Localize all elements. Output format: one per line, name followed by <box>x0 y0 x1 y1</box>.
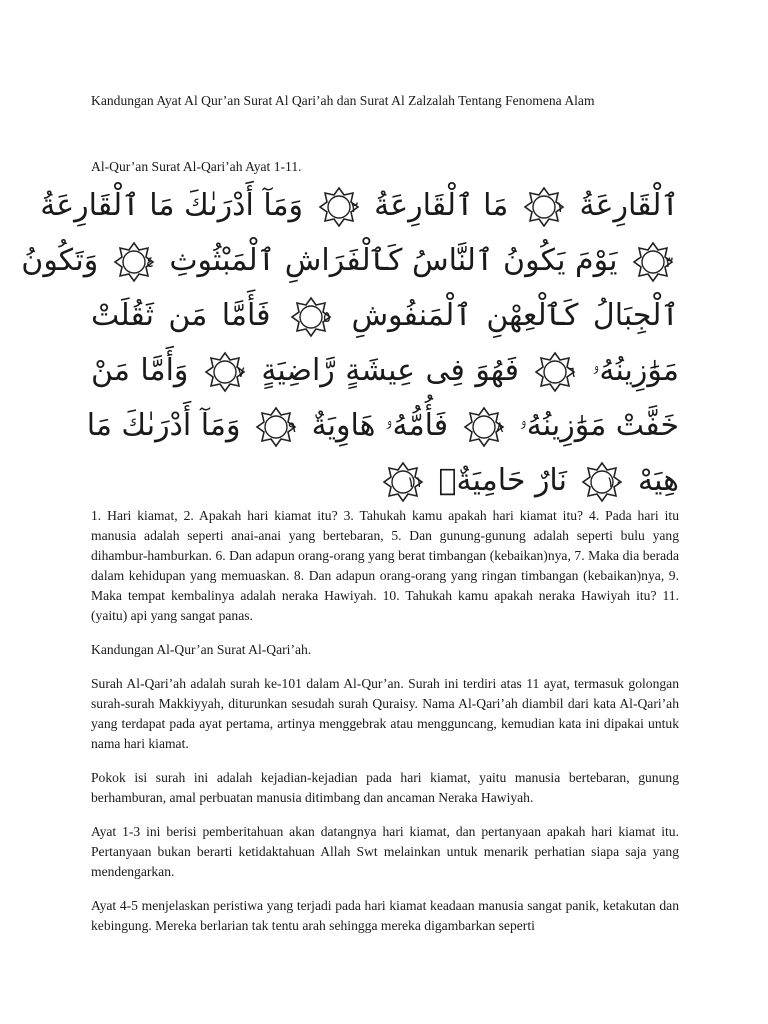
arabic-text: وَأَمَّا مَنْ <box>91 353 189 388</box>
ayah-end-marker <box>582 462 622 502</box>
arabic-line <box>91 343 679 398</box>
arabic-text: فَأُمُّهُۥ هَاوِيَةٌ <box>311 408 449 443</box>
ayah-end-marker <box>535 352 575 392</box>
ayah-number: ٥ <box>322 307 331 326</box>
ayah-end-marker <box>114 242 154 282</box>
ayah-end-marker <box>205 352 245 392</box>
arabic-line <box>371 453 679 508</box>
document-title: Kandungan Ayat Al Qur’an Surat Al Qari’ah dan Surat Al Zalzalah Tentang Fenomena Alam <box>91 93 595 108</box>
arabic-text: وَمَآ أَدْرَىٰكَ مَا <box>86 408 241 443</box>
ayah-number: ٢ <box>350 197 359 216</box>
ayah-end-marker <box>633 242 673 282</box>
arabic-text: مَوَٰزِينُهُۥ <box>591 353 679 388</box>
ayah-end-marker <box>256 407 296 447</box>
body-paragraph: Surah Al-Qari’ah adalah surah ke-101 dalam Al-Qur’an. Surah ini terdiri atas 11 ayat, termasuk golongan surah-surah Makkiyyah, diturunkan sesudah surah Quraisy. Nama Al-Qari’ah diambil dari kata Al-Qari’ah yang terdapat pada ayat pertama, artinya menggebrak atau mengguncang, kemudian kata ini dipakai untuk nama hari kiamat. <box>91 676 679 751</box>
ayah-number: ٦ <box>567 362 576 381</box>
body-paragraph: Ayat 4-5 menjelaskan peristiwa yang terjadi pada hari kiamat keadaan manusia sangat panik, ketakutan dan kebingung. Mereka berlarian tak tentu arah sehingga mereka digambarkan seperti <box>91 898 679 933</box>
ayah-end-marker <box>291 297 331 337</box>
section-heading: Kandungan Al-Qur’an Surat Al-Qari’ah. <box>91 642 312 657</box>
arabic-text: فَأَمَّا مَن ثَقُلَتْ <box>91 298 271 333</box>
section-subtitle: Al-Qur’an Surat Al-Qari’ah Ayat 1-11. <box>91 159 302 174</box>
arabic-text: ٱلْجِبَالُ كَٱلْعِهْنِ ٱلْمَنفُوشِ <box>351 298 680 333</box>
document-body <box>91 506 679 950</box>
arabic-line <box>21 233 679 288</box>
ayah-number: ٧ <box>236 362 245 381</box>
body-paragraph: Pokok isi surah ini adalah kejadian-kejadian pada hari kiamat, yaitu manusia bertebaran, gunung berhamburan, amal perbuatan manusia ditimbang dan ancaman Neraka Hawiyah. <box>91 770 679 805</box>
arabic-text: نَارٌ حَامِيَةٌۢ <box>438 463 567 498</box>
ayah-number: ٨ <box>495 417 504 436</box>
translation-paragraph: 1. Hari kiamat, 2. Apakah hari kiamat itu? 3. Tahukah kamu apakah hari kiamat itu? 4. Pada hari itu manusia adalah seperti anai-anai yang bertebaran, 5. Dan gunung-gunung adalah seperti bulu yang dihambur-hamburkan. 6. Dan adapun orang-orang yang berat timbangan (kebaikan)nya, 7. Maka dia berada dalam kehidupan yang memuaskan. 8. Dan adapun orang-orang yang ringan timbangan (kebaikan)nya, 9. Maka tempat kembalinya adalah neraka Hawiyah. 10. Tahukah kamu apakah neraka Hawiyah itu? 11. (yaitu) api yang sangat panas. <box>91 508 679 623</box>
arabic-text: يَوْمَ يَكُونُ ٱلنَّاسُ كَٱلْفَرَاشِ ٱلْمَبْثُوثِ <box>169 243 618 278</box>
ayah-number: ١٠ <box>606 472 623 491</box>
arabic-line <box>40 178 679 233</box>
arabic-text: هِيَهْ <box>638 463 679 498</box>
arabic-text: وَمَآ أَدْرَىٰكَ مَا ٱلْقَارِعَةُ <box>40 188 304 223</box>
arabic-text: فَهُوَ فِى عِيشَةٍ رَّاضِيَةٍ <box>261 353 519 388</box>
arabic-verses <box>21 178 680 508</box>
ayah-number: ٣ <box>664 252 673 271</box>
arabic-line <box>86 398 679 453</box>
ayah-number: ١ <box>555 197 564 216</box>
ayah-end-marker <box>524 187 564 227</box>
arabic-text: خَفَّتْ مَوَٰزِينُهُۥ <box>519 408 679 443</box>
arabic-line <box>91 288 679 343</box>
ayah-end-marker <box>383 462 423 502</box>
ayah-number: ٤ <box>145 252 154 271</box>
ayah-end-marker <box>319 187 359 227</box>
ayah-end-marker <box>464 407 504 447</box>
body-paragraph: Ayat 1-3 ini berisi pemberitahuan akan datangnya hari kiamat, dan pertanyaan apakah hari kiamat itu. Pertanyaan bukan berarti ketidaktahuan Allah Swt melainkan untuk menarik perhatian siapa saja yang mendengarkan. <box>91 824 679 879</box>
ayah-number: ٩ <box>287 417 297 436</box>
ayah-number: ١١ <box>406 472 423 491</box>
arabic-text: وَتَكُونُ <box>21 243 99 278</box>
arabic-text: مَا ٱلْقَارِعَةُ <box>374 188 509 223</box>
arabic-text: ٱلْقَارِعَةُ <box>579 188 679 223</box>
